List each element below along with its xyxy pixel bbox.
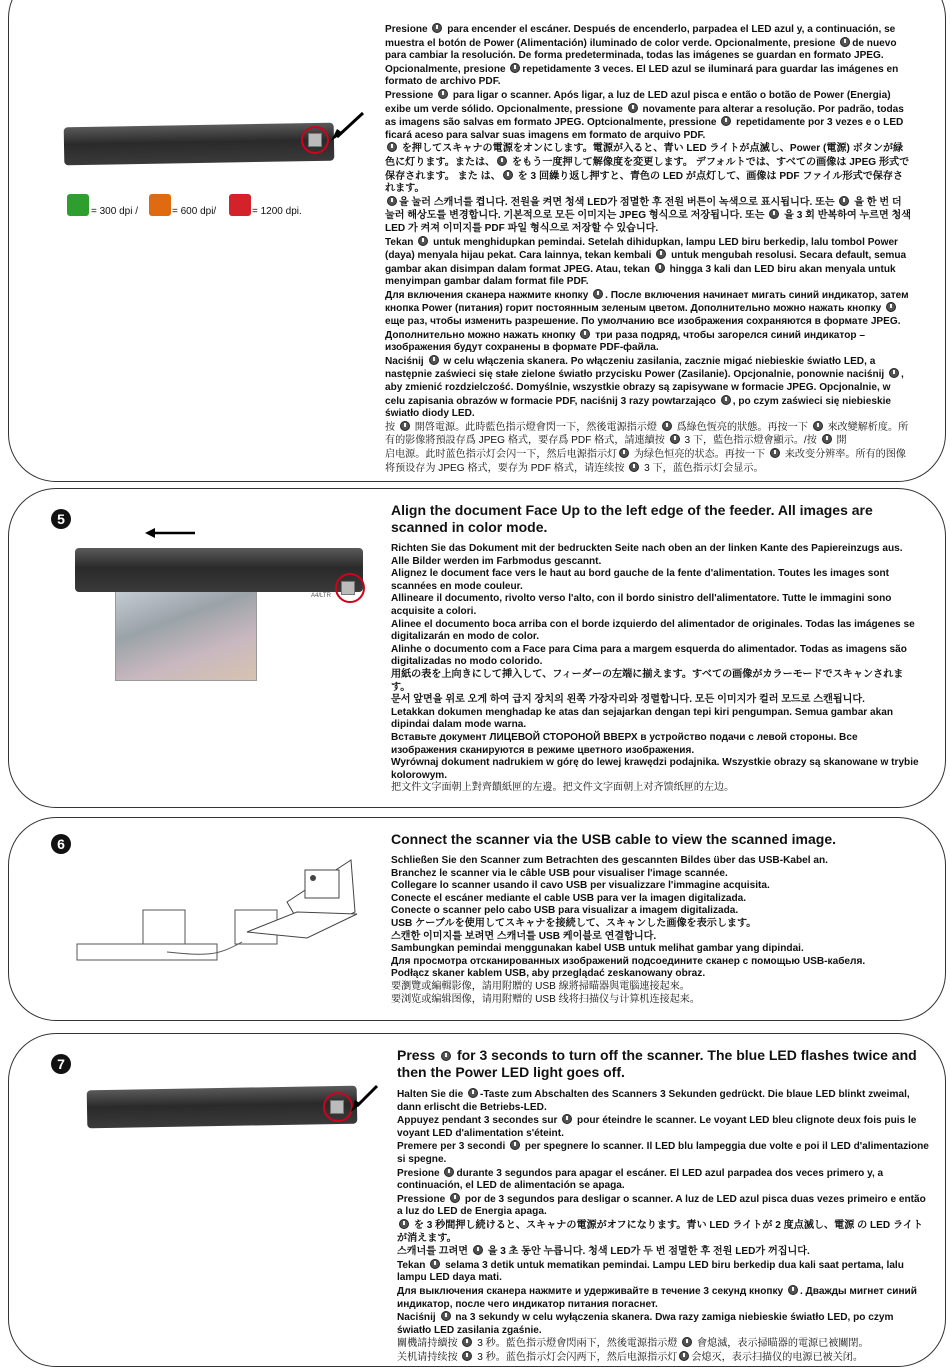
arrow-icon — [349, 1084, 379, 1114]
power-icon — [679, 1351, 689, 1361]
power-icon — [721, 116, 731, 126]
line: Presione durante 3 segundos para apagar el escáner. El LED azul parpadea dos veces primero y, a continuación, el LED de alimentación se apaga. — [397, 1167, 884, 1192]
power-icon — [429, 355, 439, 365]
line: Conecte o scanner pelo cabo USB para visualizar a imagem digitalizada. — [391, 905, 739, 917]
feeder-label: A4/LTR — [311, 593, 331, 599]
line: Collegare lo scanner usando il cavo USB per visualizzare l'immagine acquisita. — [391, 880, 770, 892]
usb-connection-diagram — [67, 852, 377, 972]
line: Allineare il documento, rivolto verso l'alto, con il bordo sinistro dell'alimentatore. Tutte le immagini sono acquisite a colori. — [391, 593, 892, 617]
led-green-icon — [67, 194, 89, 216]
highlight-circle — [335, 573, 365, 603]
line: Sambungkan pemindai menggunakan kabel USB untuk melihat gambar yang dipindai. — [391, 943, 804, 955]
document-photo — [115, 579, 257, 681]
line: Pressione por de 3 segundos para desligar o scanner. A luz de LED azul pisca duas vezes primeiro e então a luz do LED de Energia apaga. — [397, 1193, 926, 1218]
line: 关机请持续按 3 秒。蓝色指示灯会闪两下，然后电源指示灯 会熄灭，表示扫描仪的电源已被关闭。 — [397, 1351, 863, 1363]
line: USB ケーブルを使用してスキャナを接続して、スキャンした画像を表示します。 — [391, 917, 757, 929]
scanner-image — [64, 123, 335, 166]
power-icon — [682, 1337, 692, 1347]
line: 把文件文字面朝上對齊饋紙匣的左邊。把文件文字面朝上对齐馈纸匣的左边。 — [391, 782, 735, 794]
power-icon — [889, 368, 899, 378]
line: Для выключения сканера нажмите и удерживайте в течение 3 секунд кнопку . Дважды мигнет синий индикатор, после чего индикатор питания погаснет. — [397, 1285, 917, 1310]
power-icon — [441, 1051, 451, 1061]
left-arrow-icon — [145, 527, 197, 539]
power-icon — [387, 142, 397, 152]
para-es: Presione para encender el escáner. Después de encenderlo, parpadea el LED azul y, a continuación, se muestra el botón de Power (Alimentación) iluminado de color verde. Opcionalmente, presione de nuevo para cambiar la resolución. De forma predeterminada, todas las imágenes se guardan en formato JPEG. Opcionalmente, presione repetidamente 3 veces. El LED azul se iluminará para guardar las imágenes en formato de archivo PDF. — [385, 24, 899, 88]
step5-heading: Align the document Face Up to the left edge of the feeder. All images are scanned in color mode. — [391, 502, 873, 535]
step6-heading: Connect the scanner via the USB cable to view the scanned image. — [391, 831, 837, 847]
dpi-1200: = 1200 dpi. — [252, 206, 302, 217]
line: Вставьте документ ЛИЦЕВОЙ СТОРОНОЙ ВВЕРХ в устройство подачи с левой стороны. Все изображения сканируются в режиме цветного изображения. — [391, 731, 858, 756]
line: を 3 秒間押し続けると、スキャナの電源がオフになります。青い LED ライトが 2 度点滅し、電源 の LED ライトが消えます。 — [397, 1219, 923, 1244]
para-ja: を押してスキャナの電源をオンにします。電源が入ると、青い LED ライトが点滅し、Power (電源) ボタンが緑色に灯ります。または、 をもう一度押して解像度を変更します。 デフォルトでは、すべての画像は JPEG 形式で保存されます。 また は、 を 3 回繰り返し押すと、青色の LED が点灯して、画像は PDF ファイル形式で保存されます。 — [385, 143, 910, 195]
step5-text — [391, 502, 919, 795]
scanner-image — [87, 1086, 358, 1129]
para-pt: Pressione para ligar o scanner. Após ligar, a luz de LED azul pisca e então o botão de Power (Energia) exibe um verde sólido. Opcionalmente, pressione novamente para alterar a resolução. Por padrão, todas as imagens são salvas em formato JPEG. Optcionalmente, pressione repetidamente por 3 vezes e o LED ficará aceso para salvar suas imagens em formato de arquivo PDF. — [385, 89, 904, 141]
step7-text — [397, 1047, 929, 1364]
step4-text — [385, 23, 913, 475]
power-icon — [593, 289, 603, 299]
para-zh-cn: 启电源。此时蓝色指示灯会闪一下，然后电源指示灯 为绿色恒亮的状态。再按一下 来改变分辨率。所有的图像将预设存为 JPEG 格式，要存为 PDF 格式，请连续按 3 下，蓝色指示灯会显示。 — [385, 449, 906, 474]
power-icon — [721, 395, 731, 405]
power-icon — [450, 1193, 460, 1203]
step5-panel — [8, 488, 946, 808]
line: Appuyez pendant 3 secondes sur pour éteindre le scanner. Le voyant LED bleu clignote deux fois puis le voyant LED d'alimentation s'éteint. — [397, 1115, 917, 1139]
highlight-circle — [301, 126, 329, 154]
line: 用紙の表を上向きにして挿入して、フィーダーの左端に揃えます。すべての画像がカラーモードでスキャンされます。 — [391, 668, 904, 693]
power-icon — [400, 421, 410, 431]
line: Halten Sie die -Taste zum Abschalten des Scanners 3 Sekunden gedrückt. Die blaue LED blinkt zweimal, dann erlischt die Betriebs-LED. — [397, 1089, 910, 1113]
step4-panel — [8, 0, 946, 482]
power-icon — [473, 1245, 483, 1255]
power-icon — [430, 1259, 440, 1269]
power-icon — [562, 1114, 572, 1124]
step6-text — [391, 831, 919, 1006]
line: 要浏览或编辑图像，请用附赠的 USB 线将扫描仪与计算机连接起来。 — [391, 993, 700, 1005]
step-number: 5 — [51, 509, 71, 529]
power-icon — [770, 448, 780, 458]
line: Premere per 3 secondi per spegnere lo scanner. Il LED blu lampeggia due volte e poi il LED d'alimentazione si spegne. — [397, 1141, 929, 1165]
para-ru: Для включения сканера нажмите кнопку . После включения начинает мигать синий индикатор, затем кнопка Power (питания) горит постоянным зеленым цветом. Дополнительно можно нажать кнопку еще раз, чтобы изменить разрешение. По умолчанию все изображения сохраняются в формате JPEG. Дополнительно можно нажать кнопку три раза подряд, чтобы загорелся синий индикатор – изображения будут сохранены в формате PDF-файла. — [385, 289, 909, 354]
line: Letakkan dokumen menghadap ke atas dan sejajarkan dengan tepi kiri pengumpan. Semua gambar akan dipindai dalam mode warna. — [391, 706, 894, 731]
power-icon — [662, 421, 672, 431]
power-icon — [822, 434, 832, 444]
step7-panel — [8, 1033, 946, 1367]
step6-panel — [8, 817, 946, 1021]
dpi-300: = 300 dpi / — [91, 206, 138, 217]
line: Naciśnij na 3 sekundy w celu wyłączenia skanera. Dwa razy zamiga niebieskie światło LED, po czym światło LED zasilania zgaśnie. — [397, 1312, 894, 1336]
scanner-image — [75, 548, 363, 592]
power-icon — [580, 329, 590, 339]
line: Alinee el documento boca arriba con el borde izquierdo del alimentador de originales. Todas las imágenes se digitalizarán en modo de color. — [391, 618, 915, 643]
para-zh-tw: 按 開啓電源。此時藍色指示燈會閃一下，然後電源指示燈 爲綠色恆亮的狀態。再按一下 來改變解析度。所有的影像將預設存爲 JPEG 格式，要存爲 PDF 格式，請連續按 3 下，藍色指示燈會顯示。/按 開 — [385, 421, 909, 447]
power-icon — [497, 156, 507, 166]
line: Branchez le scanner via le câble USB pour visualiser l'image scannée. — [391, 867, 728, 879]
line: 스캐너를 끄려면 을 3 초 동안 누릅니다. 청색 LED가 두 번 점멸한 후 전원 LED가 꺼집니다. — [397, 1246, 810, 1258]
led-red-icon — [229, 194, 251, 216]
line: Alignez le document face vers le haut au bord gauche de la fente d'alimentation. Toutes les images sont scannées en mode couleur. — [391, 568, 890, 592]
power-icon — [813, 421, 823, 431]
power-icon — [670, 434, 680, 444]
power-icon — [510, 1140, 520, 1150]
line: Conecte el escáner mediante el cable USB para ver la imagen digitalizada. — [391, 892, 747, 904]
line: Alinhe o documento com a Face para Cima para a margem esquerda do alimentador. Todas as imagens são digitalizadas no modo colorido. — [391, 643, 907, 668]
power-icon — [629, 462, 639, 472]
power-icon — [418, 236, 428, 246]
power-icon — [462, 1337, 472, 1347]
para-pl: Naciśnij w celu włączenia skanera. Po włączeniu zasilania, zacznie migać niebieskie światło LED, a następnie zaświeci się stałe zielone światło przycisku Power (Zasilanie). Opcjonalnie, ponownie naciśnij , aby zmienić rozdzielczość. Domyślnie, wszystkie obrazy są zapisywane w formacie JPEG. Opcjonalnie, w celu zapisania obrazów w formacie PDF, naciśnij 3 razy powtarzająco , po czym zaświeci się niebieskie światło diody LED. — [385, 355, 904, 420]
power-icon — [656, 249, 666, 259]
line: 문서 앞면을 위로 오게 하여 급지 장치의 왼쪽 가장자리와 정렬합니다. 모든 이미지가 컬러 모드로 스캔됩니다. — [391, 694, 865, 706]
led-orange-icon — [149, 194, 171, 216]
step-number: 6 — [51, 834, 71, 854]
dpi-600: = 600 dpi/ — [172, 206, 217, 217]
step-number: 7 — [51, 1054, 71, 1074]
power-icon — [839, 196, 849, 206]
power-icon — [399, 1219, 409, 1229]
step7-heading: Press for 3 seconds to turn off the scanner. The blue LED flashes twice and then the Power LED light goes off. — [397, 1047, 917, 1080]
line: Tekan selama 3 detik untuk mematikan pemindai. Lampu LED biru berkedip dua kali saat pertama, lalu lampu LED daya mati. — [397, 1259, 904, 1284]
power-icon — [619, 448, 629, 458]
power-icon — [886, 302, 896, 312]
power-icon — [438, 89, 448, 99]
line: 關機請持續按 3 秒。藍色指示燈會閃兩下，然後電源指示燈 會熄滅，表示掃瞄器的電源已被關閉。 — [397, 1338, 869, 1350]
para-ko: 을 눌러 스캐너를 켭니다. 전원을 켜면 청색 LED가 점멸한 후 전원 버튼이 녹색으로 표시됩니다. 또는 을 한 번 더 눌러 해상도를 변경합니다. 기본적으로 모든 이미지는 JPEG 형식으로 저장됩니다. 또는 을 3 회 반복하여 누르면 청색 LED 가 켜져 이미지를 PDF 파일 형식으로 저장할 수 있습니다. — [385, 196, 912, 234]
line: Richten Sie das Dokument mit der bedruckten Seite nach oben an der linken Kante des Papiereinzugs aus. Alle Bilder werden im Farbmodus gescannt. — [391, 543, 903, 567]
power-icon — [444, 1167, 454, 1177]
power-icon — [840, 37, 850, 47]
line: Podłącz skaner kablem USB, aby przeglądać zeskanowany obraz. — [391, 968, 706, 980]
power-icon — [462, 1351, 472, 1361]
line: Schließen Sie den Scanner zum Betrachten des gescannten Bildes über das USB-Kabel an. — [391, 855, 828, 866]
line: Wyrównaj dokument nadrukiem w górę do lewej krawędzi podajnika. Wszystkie obrazy są skanowane w trybie kolorowym. — [391, 757, 919, 781]
line: 要瀏覽或編輯影像，請用附贈的 USB 線將掃瞄器與電腦連接起來。 — [391, 980, 690, 992]
power-icon — [432, 23, 442, 33]
power-icon — [503, 170, 513, 180]
arrow-icon — [329, 111, 365, 143]
para-id: Tekan untuk menghidupkan pemindai. Setelah dihidupkan, lampu LED biru berkedip, lalu tombol Power (daya) menyala hijau pekat. Cara lainnya, tekan kembali untuk mengubah resolusi. Secara default, semua gambar akan disimpan dalam format JPEG. Atau, tekan hingga 3 kali dan LED biru akan menyala untuk menyimpan gambar dalam format file PDF. — [385, 236, 907, 288]
power-icon — [769, 209, 779, 219]
power-icon — [628, 103, 638, 113]
power-icon — [468, 1088, 478, 1098]
line: Для просмотра отсканированных изображений подсоедините сканер с помощью USB-кабеля. — [391, 955, 866, 967]
power-icon — [788, 1285, 798, 1295]
power-icon — [655, 263, 665, 273]
power-icon — [510, 63, 520, 73]
power-icon — [387, 196, 397, 206]
line: 스캔한 이미지를 보려면 스캐너를 USB 케이블로 연결합니다. — [391, 930, 657, 942]
power-icon — [441, 1311, 451, 1321]
